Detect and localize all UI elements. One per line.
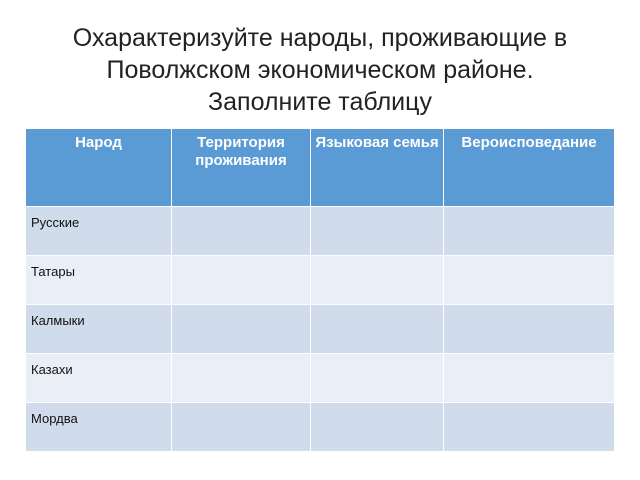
title-line-1: Охарактеризуйте народы, проживающие в — [72, 24, 568, 52]
people-name: Русские — [31, 215, 80, 230]
language-cell[interactable] — [311, 207, 444, 256]
table-header-row — [26, 129, 615, 207]
religion-cell[interactable] — [444, 305, 615, 354]
territory-cell[interactable] — [172, 207, 311, 256]
page-title — [0, 22, 640, 118]
people-name: Калмыки — [31, 313, 85, 328]
table-row — [26, 305, 615, 354]
people-cell — [26, 256, 172, 305]
table-row — [26, 207, 615, 256]
title-line-2: Поволжском экономическом районе. — [106, 56, 534, 84]
territory-cell[interactable] — [172, 305, 311, 354]
language-cell[interactable] — [311, 256, 444, 305]
religion-cell[interactable] — [444, 256, 615, 305]
header-language-family: Языковая семья — [311, 129, 444, 207]
people-name: Татары — [31, 264, 75, 279]
header-people: Народ — [26, 129, 172, 207]
people-name: Казахи — [31, 362, 73, 377]
language-cell[interactable] — [311, 354, 444, 403]
title-line-3: Заполните таблицу — [208, 88, 432, 116]
territory-cell[interactable] — [172, 354, 311, 403]
people-name: Мордва — [31, 411, 78, 426]
table-row — [26, 354, 615, 403]
people-cell — [26, 207, 172, 256]
religion-cell[interactable] — [444, 403, 615, 452]
header-religion: Вероисповедание — [444, 129, 615, 207]
table-row — [26, 403, 615, 452]
territory-cell[interactable] — [172, 256, 311, 305]
table-row — [26, 256, 615, 305]
people-cell — [26, 305, 172, 354]
header-territory: Территория проживания — [172, 129, 311, 207]
territory-cell[interactable] — [172, 403, 311, 452]
religion-cell[interactable] — [444, 354, 615, 403]
language-cell[interactable] — [311, 403, 444, 452]
people-cell — [26, 354, 172, 403]
people-cell — [26, 403, 172, 452]
peoples-table — [25, 128, 615, 452]
religion-cell[interactable] — [444, 207, 615, 256]
language-cell[interactable] — [311, 305, 444, 354]
